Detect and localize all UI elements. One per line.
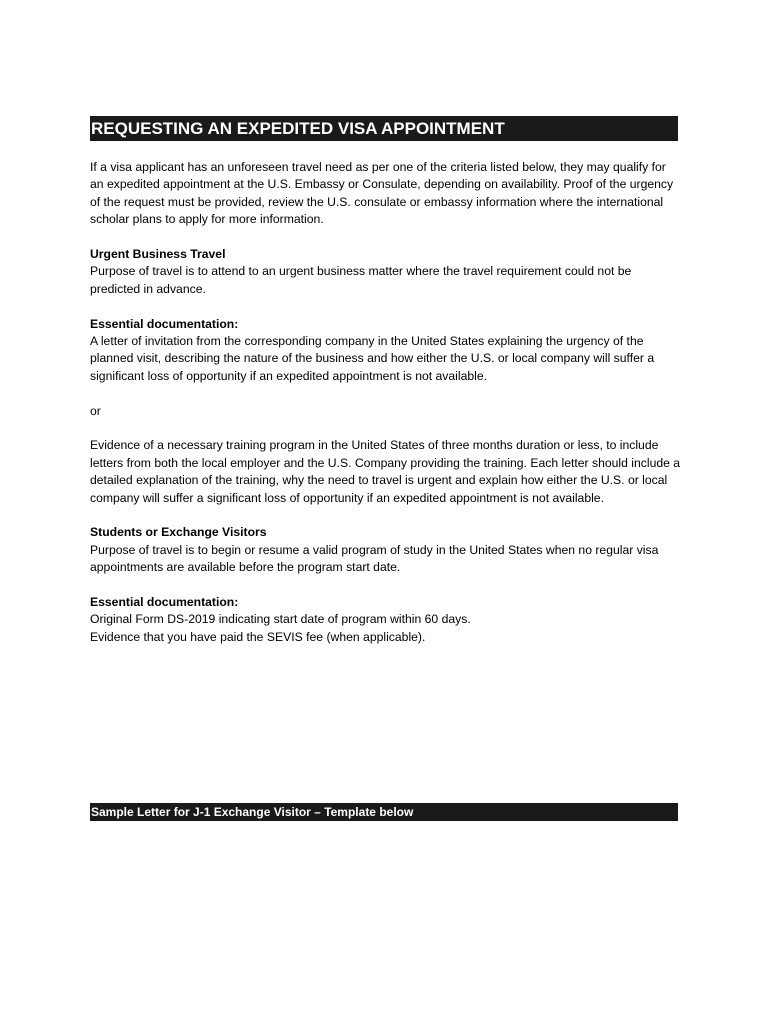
spacer [90, 577, 682, 594]
spacer [90, 420, 682, 437]
or-separator: or [90, 403, 101, 418]
spacer [90, 229, 682, 246]
students-doc-sevis: Evidence that you have paid the SEVIS fee (when applicable). [90, 629, 426, 644]
business-doc-heading: Essential documentation: [90, 316, 239, 331]
students-heading: Students or Exchange Visitors [90, 525, 267, 540]
business-doc-training: Evidence of a necessary training program in the United States of three months duration or less, to include letters from both the local employer and the U.S. Company providing the training. Each letter should include a detailed explanation of the training, why the need to travel is urgent and explain how either the U.S. or local company will suffer a significant loss of opportunity if an expedited appointment is not available. [90, 438, 681, 505]
business-travel-purpose: Purpose of travel is to attend to an urgent business matter where the travel requirement could not be predicted in advance. [90, 264, 632, 296]
students-doc-ds2019: Original Form DS-2019 indicating start date of program within 60 days. [90, 612, 471, 627]
spacer [90, 298, 682, 315]
business-travel-heading: Urgent Business Travel [90, 247, 226, 262]
page-title: REQUESTING AN EXPEDITED VISA APPOINTMENT [90, 116, 678, 141]
spacer [90, 385, 682, 402]
document-body [90, 159, 682, 646]
sample-letter-heading: Sample Letter for J-1 Exchange Visitor – Template below [90, 803, 678, 821]
business-doc-letter: A letter of invitation from the corresponding company in the United States explaining the urgency of the planned visit, describing the nature of the business and how either the U.S. or local company will suffer a significant loss of opportunity if an expedited appointment is not available. [90, 334, 655, 383]
students-purpose: Purpose of travel is to begin or resume a valid program of study in the United States when no regular visa appointments are available before the program start date. [90, 542, 659, 575]
students-doc-heading: Essential documentation: [90, 595, 239, 610]
spacer [90, 507, 682, 524]
intro-paragraph: If a visa applicant has an unforeseen travel need as per one of the criteria listed below, they may qualify for an expedited appointment at the U.S. Embassy or Consulate, depending on availability. Proof of the urgency of the request must be provided, review the U.S. consulate or embassy information where the international scholar plans to apply for more information. [90, 160, 674, 227]
